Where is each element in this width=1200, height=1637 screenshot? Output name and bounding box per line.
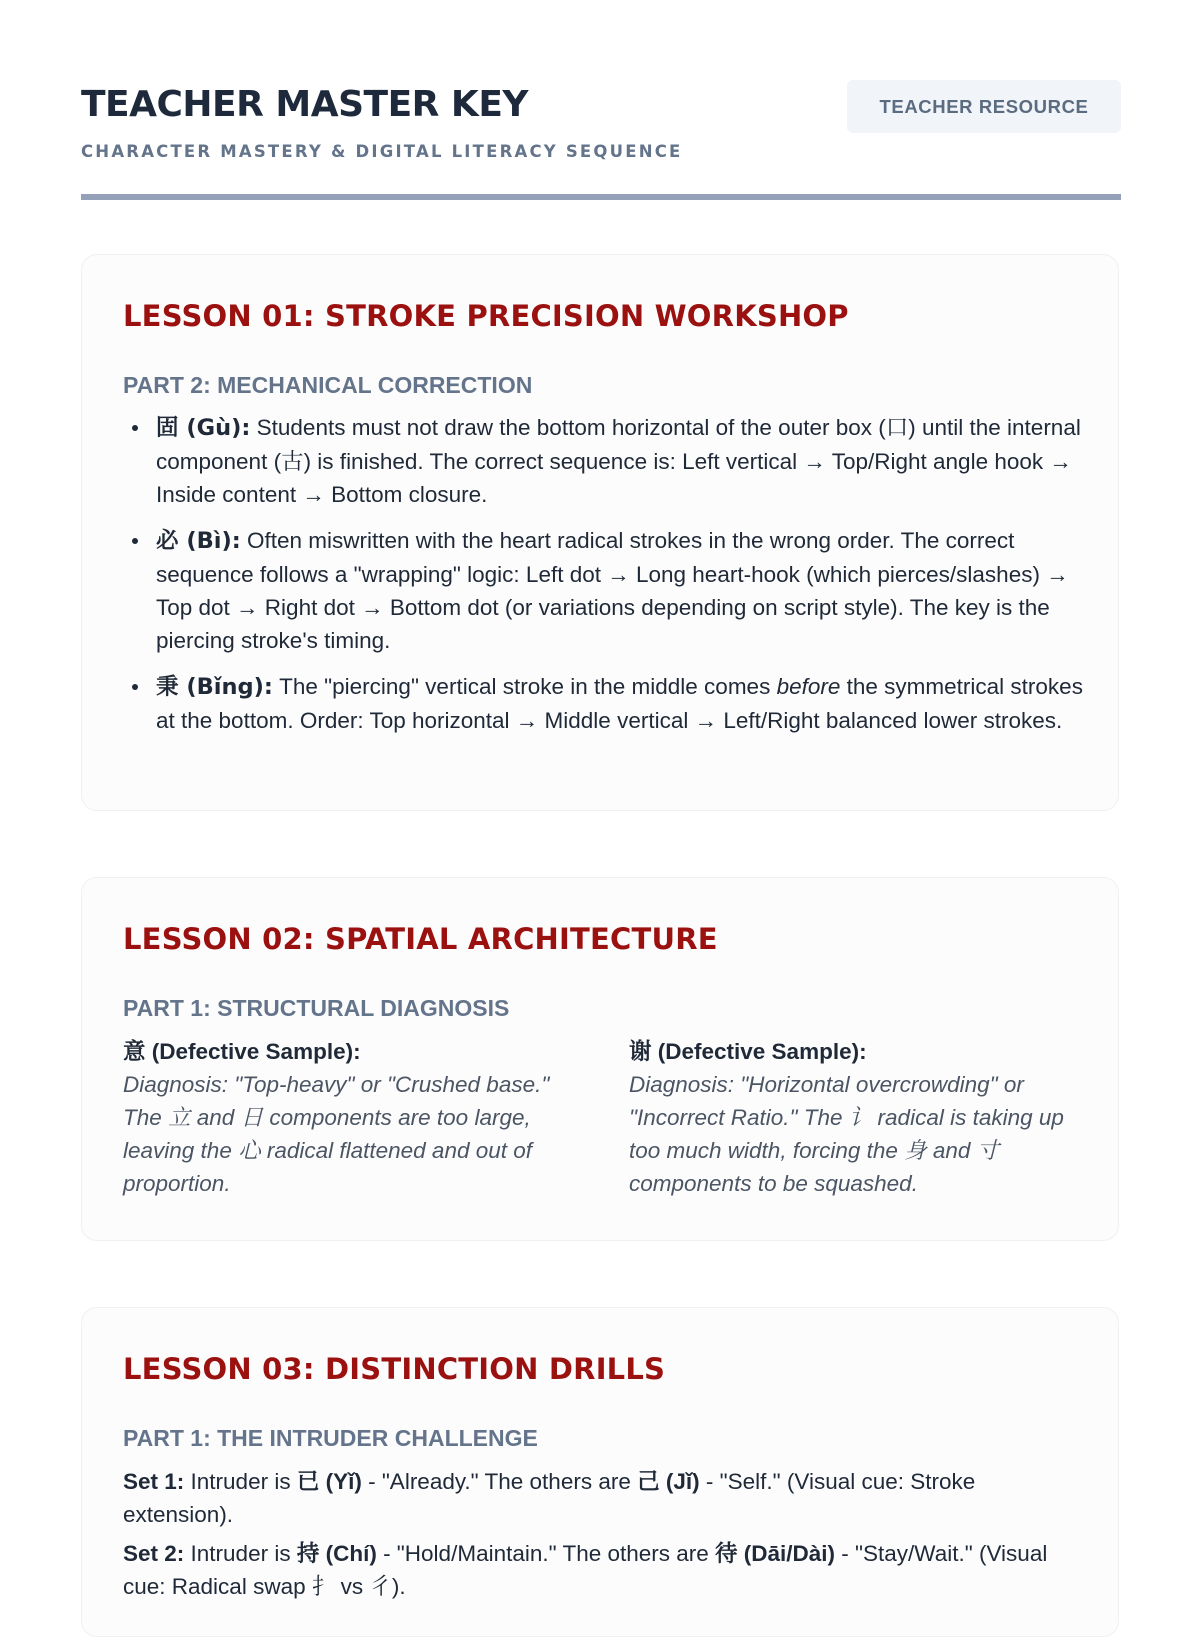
- lesson-02-part-heading: PART 1: STRUCTURAL DIAGNOSIS: [123, 995, 510, 1021]
- set-label: Set 2:: [123, 1541, 185, 1566]
- lesson-01-card: [81, 254, 1119, 811]
- intruder-character: 已 (Yǐ): [296, 1469, 362, 1494]
- set-text: Intruder is: [184, 1469, 297, 1494]
- sample-title: 谢 (Defective Sample):: [629, 1039, 867, 1064]
- set-text: - "Self." (Visual cue: Stroke extension).: [123, 1469, 976, 1527]
- page-subtitle: CHARACTER MASTERY & DIGITAL LITERACY SEQUENCE: [81, 142, 683, 161]
- list-item: [123, 524, 1083, 657]
- lesson-02-title: LESSON 02: SPATIAL ARCHITECTURE: [123, 922, 718, 956]
- sample-title: 意 (Defective Sample):: [123, 1039, 361, 1064]
- list-item: [123, 670, 1083, 737]
- lesson-01-part-heading: PART 2: MECHANICAL CORRECTION: [123, 372, 533, 398]
- stroke-correction-list: [123, 411, 1083, 750]
- set-text: - "Already." The others are: [361, 1469, 638, 1494]
- lesson-01-title: LESSON 01: STROKE PRECISION WORKSHOP: [123, 299, 849, 333]
- item-text: the symmetrical strokes at the bottom. Order: Top horizontal → Middle vertical → Left/Right balanced lower strokes.: [156, 674, 1083, 733]
- set-label: Set 1:: [123, 1469, 185, 1494]
- intruder-set: [123, 1465, 1083, 1531]
- lesson-03-part-heading: PART 1: THE INTRUDER CHALLENGE: [123, 1425, 538, 1451]
- character-label: 必 (Bì):: [156, 528, 241, 554]
- teacher-resource-badge: TEACHER RESOURCE: [847, 80, 1121, 133]
- set-text: - "Hold/Maintain." The others are: [376, 1541, 716, 1566]
- lesson-03-title: LESSON 03: DISTINCTION DRILLS: [123, 1352, 666, 1386]
- item-text: The "piercing" vertical stroke in the middle comes: [272, 674, 777, 699]
- character-label: 固 (Gù):: [156, 415, 251, 441]
- item-text: Often miswritten with the heart radical strokes in the wrong order. The correct sequence follows a "wrapping" logic: Left dot → Long heart-hook (which pierces/slashes) → Top dot → Right dot → Bottom dot (or variations depending on script style). The key is the piercing stroke's timing.: [156, 528, 1069, 653]
- intruder-character: 持 (Chí): [296, 1541, 377, 1566]
- sample-diagnosis: Diagnosis: "Horizontal overcrowding" or "Incorrect Ratio." The 讠 radical is taking up too much width, forcing the 身 and 寸 components to be squashed.: [629, 1072, 1064, 1196]
- character-label: 秉 (Bǐng):: [156, 674, 273, 700]
- set-text: - "Stay/Wait." (Visual cue: Radical swap 扌 vs 彳).: [123, 1541, 1048, 1599]
- diagnosis-sample-left: [123, 1035, 573, 1200]
- page-title: TEACHER MASTER KEY: [81, 84, 528, 125]
- sample-diagnosis: Diagnosis: "Top-heavy" or "Crushed base." The 立 and 日 components are too large, leaving the 心 radical flattened and out of proportion.: [123, 1072, 550, 1196]
- item-emphasis: before: [776, 674, 841, 699]
- diagnosis-sample-right: [629, 1035, 1079, 1200]
- lesson-02-card: [81, 877, 1119, 1241]
- intruder-sets: [123, 1465, 1083, 1609]
- header-divider: [81, 194, 1121, 200]
- intruder-set: [123, 1537, 1083, 1603]
- item-text: Students must not draw the bottom horizontal of the outer box (口) until the internal component (古) is finished. The correct sequence is: Left vertical → Top/Right angle hook → Inside content → Bottom closure.: [156, 415, 1081, 507]
- lesson-03-card: [81, 1307, 1119, 1637]
- set-text: Intruder is: [184, 1541, 297, 1566]
- other-character: 己 (Jǐ): [637, 1469, 700, 1494]
- page-header: [81, 80, 1121, 200]
- list-item: [123, 411, 1083, 511]
- other-character: 待 (Dāi/Dài): [715, 1541, 836, 1566]
